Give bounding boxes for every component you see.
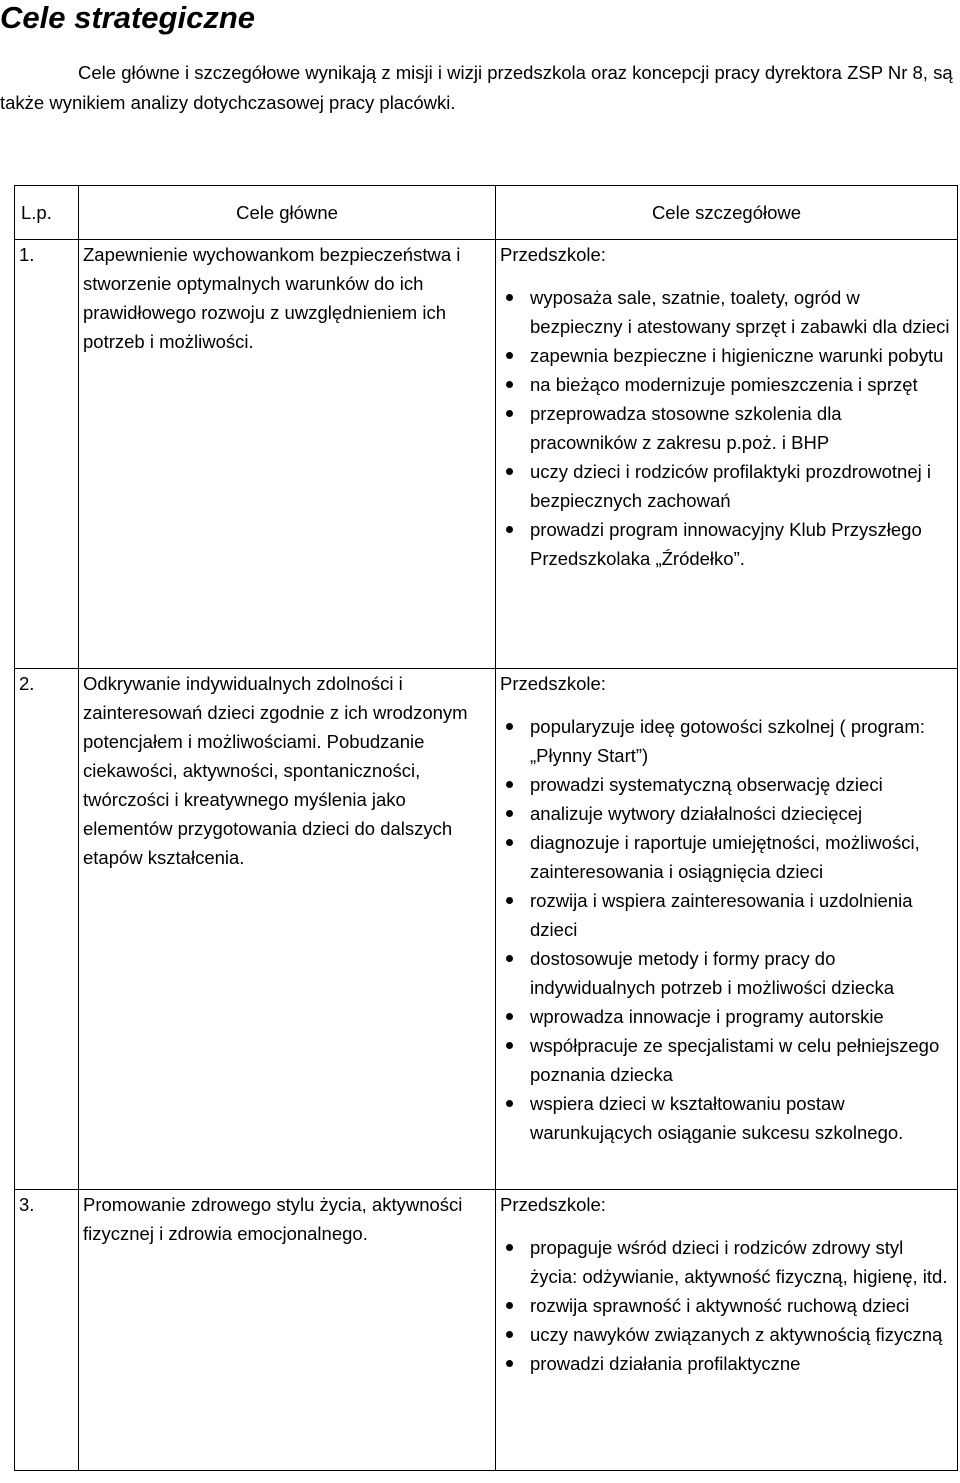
list-item: analizuje wytwory działalności dziecięcej [530, 799, 953, 828]
header-main-goals: Cele główne [79, 186, 496, 240]
list-item: rozwija i wspiera zainteresowania i uzdolnienia dzieci [530, 886, 953, 944]
header-detailed-goals: Cele szczegółowe [496, 186, 958, 240]
row-number: 1. [15, 240, 79, 669]
table-header-row [15, 186, 958, 240]
list-item: diagnozuje i raportuje umiejętności, możliwości, zainteresowania i osiągnięcia dzieci [530, 828, 953, 886]
main-goal: Odkrywanie indywidualnych zdolności i zainteresowań dzieci zgodnie z ich wrodzonym potencjałem i możliwościami. Pobudzanie ciekawości, aktywności, spontaniczności, twórczości i kreatywnego myślenia jako elementów przygotowania dzieci do dalszych etapów kształcenia. [79, 669, 496, 1190]
header-lp: L.p. [15, 186, 79, 240]
list-item: dostosowuje metody i formy pracy do indywidualnych potrzeb i możliwości dziecka [530, 944, 953, 1002]
details-heading: Przedszkole: [500, 1194, 606, 1215]
list-item: wprowadza innowacje i programy autorskie [530, 1002, 953, 1031]
list-item: popularyzuje ideę gotowości szkolnej ( program: „Płynny Start”) [530, 712, 953, 770]
details-heading: Przedszkole: [500, 673, 606, 694]
list-item: uczy nawyków związanych z aktywnością fizyczną [530, 1320, 953, 1349]
details-heading: Przedszkole: [500, 244, 606, 265]
list-item: współpracuje ze specjalistami w celu pełniejszego poznania dziecka [530, 1031, 953, 1089]
intro-paragraph: Cele główne i szczegółowe wynikają z misji i wizji przedszkola oraz koncepcji pracy dyrektora ZSP Nr 8, są także wynikiem analizy dotychczasowej pracy placówki. [0, 62, 953, 113]
list-item: prowadzi systematyczną obserwację dzieci [530, 770, 953, 799]
list-item: na bieżąco modernizuje pomieszczenia i sprzęt [530, 370, 953, 399]
main-goal: Zapewnienie wychowankom bezpieczeństwa i stworzenie optymalnych warunków do ich prawidłowego rozwoju z uwzględnieniem ich potrzeb i możliwości. [79, 240, 496, 669]
row-number: 2. [15, 669, 79, 1190]
detailed-goals [496, 669, 958, 1190]
list-item: rozwija sprawność i aktywność ruchową dzieci [530, 1291, 953, 1320]
list-item: prowadzi program innowacyjny Klub Przyszłego Przedszkolaka „Źródełko”. [530, 515, 953, 573]
detail-list [500, 712, 953, 1147]
detail-list [500, 283, 953, 573]
main-goal: Promowanie zdrowego stylu życia, aktywności fizycznej i zdrowia emocjonalnego. [79, 1190, 496, 1471]
list-item: wyposaża sale, szatnie, toalety, ogród w bezpieczny i atestowany sprzęt i zabawki dla dzieci [530, 283, 953, 341]
list-item: zapewnia bezpieczne i higieniczne warunki pobytu [530, 341, 953, 370]
table-row [15, 1190, 958, 1471]
page-title: Cele strategiczne [0, 0, 255, 35]
goals-table [14, 185, 958, 1471]
table-row [15, 669, 958, 1190]
list-item: wspiera dzieci w kształtowaniu postaw warunkujących osiąganie sukcesu szkolnego. [530, 1089, 953, 1147]
list-item: propaguje wśród dzieci i rodziców zdrowy styl życia: odżywianie, aktywność fizyczną, higienę, itd. [530, 1233, 953, 1291]
detailed-goals [496, 240, 958, 669]
detail-list [500, 1233, 953, 1378]
row-number: 3. [15, 1190, 79, 1471]
list-item: przeprowadza stosowne szkolenia dla pracowników z zakresu p.poż. i BHP [530, 399, 953, 457]
table-row [15, 240, 958, 669]
list-item: prowadzi działania profilaktyczne [530, 1349, 953, 1378]
detailed-goals [496, 1190, 958, 1471]
list-item: uczy dzieci i rodziców profilaktyki prozdrowotnej i bezpiecznych zachowań [530, 457, 953, 515]
